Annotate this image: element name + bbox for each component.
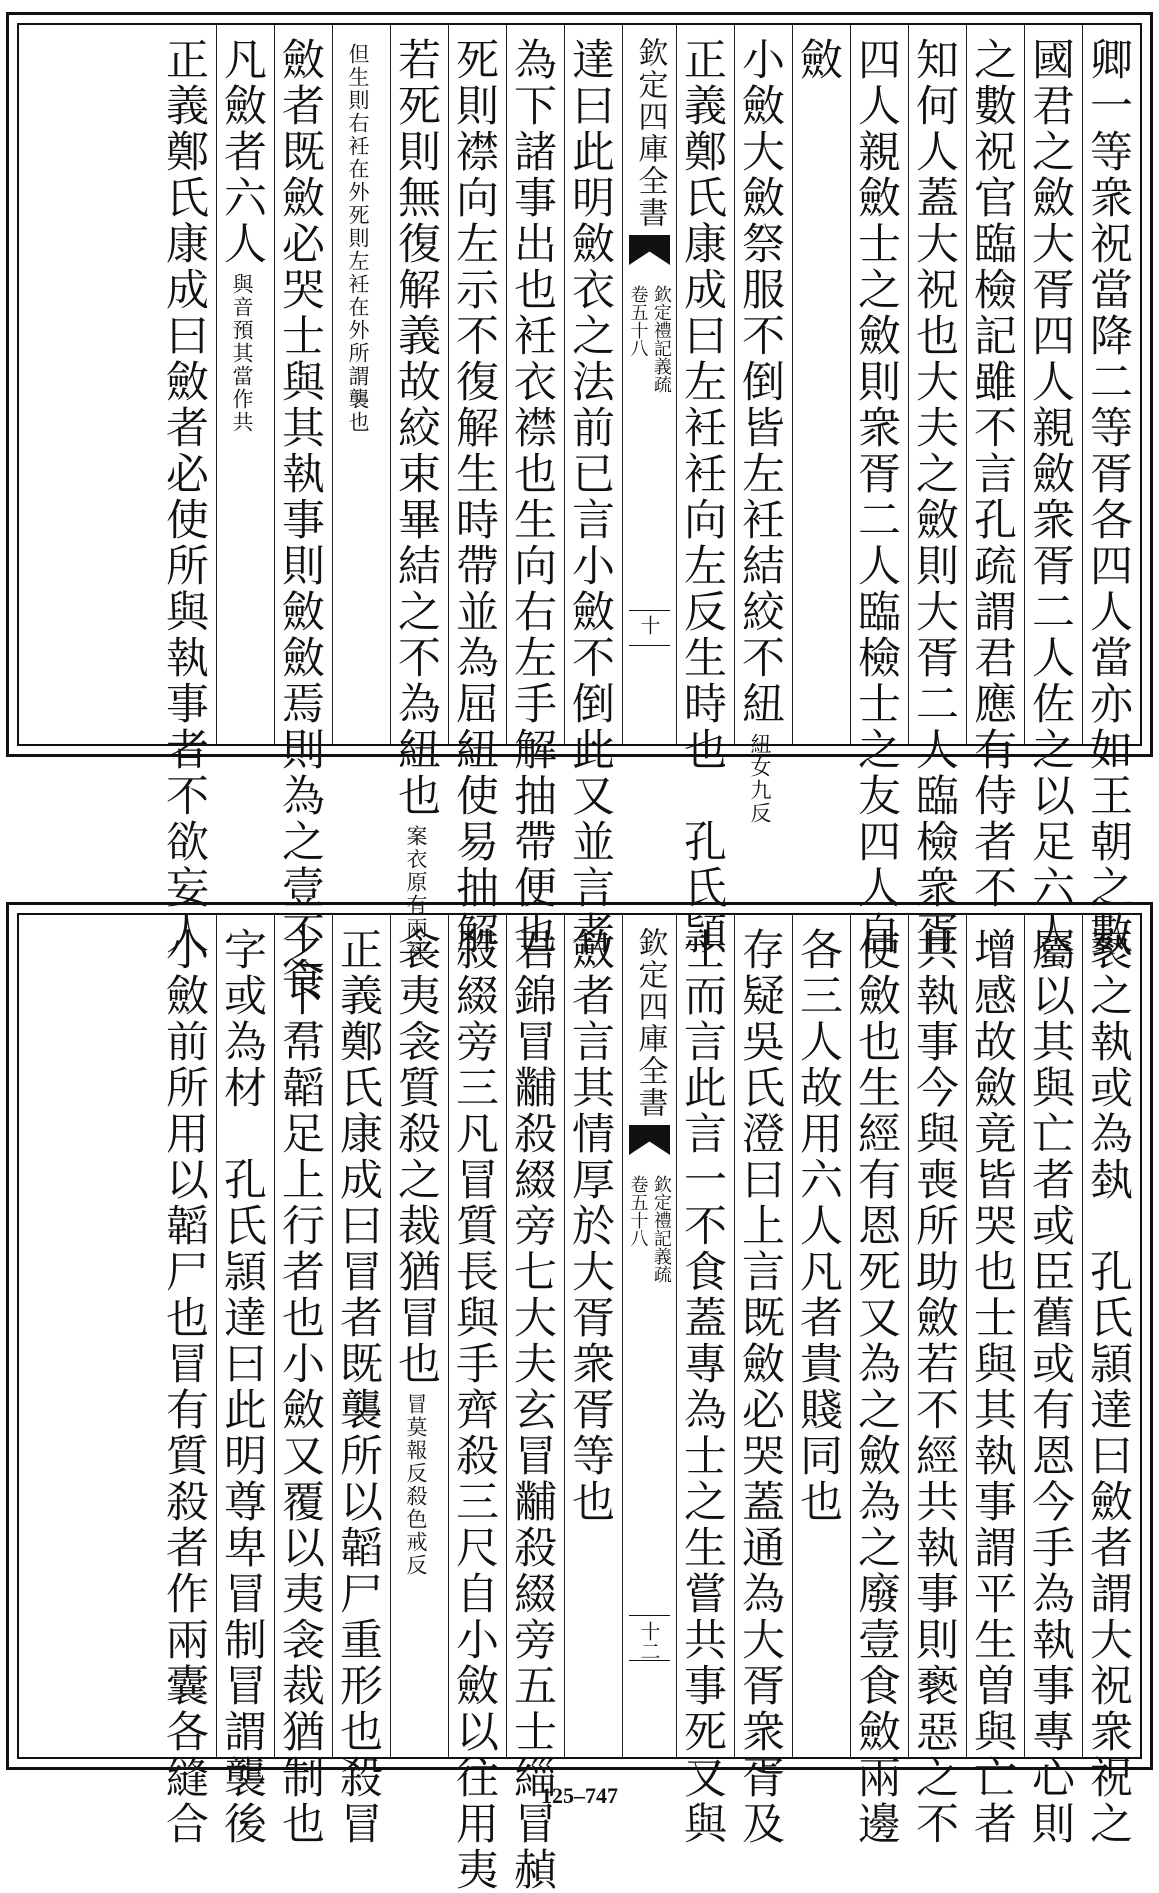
text-column <box>1082 25 1140 957</box>
book-title: 欽定四庫全書 <box>632 927 668 1119</box>
page-divider <box>629 1615 670 1616</box>
text-column <box>506 25 564 957</box>
column-text: 知何人蓋大祝也大夫之斂則大胥二人臨檢衆胥 <box>909 37 959 957</box>
column-text: 殺綴旁三凡冒質長與手齊殺三尺自小斂以往用夷 <box>449 927 499 1893</box>
page-divider <box>629 610 670 611</box>
page-reference: 125–747 <box>541 1783 618 1808</box>
text-column <box>734 915 792 1847</box>
annotation-note: 紐女九反 <box>748 733 772 825</box>
text-column <box>564 915 622 1757</box>
text-column <box>1082 915 1140 1847</box>
text-column <box>564 25 622 957</box>
column-text: 正義鄭氏康成曰斂者必使所與執事者不欲妄人 <box>159 37 209 957</box>
top-page-panel <box>6 12 1153 1003</box>
annotation-note: 與音預其當作共 <box>230 273 254 434</box>
main-text: 小斂大斂祭服不倒皆左衽結絞不紐 <box>735 37 785 727</box>
column-text: 斂者既斂必哭士與其執事則斂斂焉則為之壹不食 <box>275 37 325 1003</box>
text-column <box>792 915 850 1757</box>
column-text: 共執事今與喪所助斂若不經共執事則褻惡之不 <box>909 927 959 1847</box>
annotation-note: 冒莫報反殺色戒反 <box>404 1393 428 1577</box>
column-text <box>391 37 441 963</box>
column-text: 之下帬韜足上行者也小斂又覆以夷衾裁猶制也 <box>275 927 325 1847</box>
column-text: 小斂前所用以韜尸也冒有質殺者作兩囊各縫合 <box>159 927 209 1847</box>
main-text: 衾夷衾質殺之裁猶冒也 <box>391 927 441 1387</box>
fishtail-mark <box>629 235 670 265</box>
column-text <box>735 37 785 825</box>
page-number: 十二 <box>637 1621 661 1661</box>
column-text: 存疑吳氏澄曰上言既斂必哭蓋通為大胥衆胥及 <box>735 927 785 1847</box>
text-column <box>850 25 908 957</box>
column-text: 正義鄭氏康成曰冒者既襲所以韜尸重形也殺冒 <box>333 927 383 1847</box>
column-text: 為下諸事出也衽衣襟也生向右左手解抽帶便也 <box>507 37 557 957</box>
top-page-frame <box>17 23 1142 1003</box>
chapter-name: 卷五十八 <box>627 1175 649 1247</box>
column-text <box>217 37 267 434</box>
column-text: 正義鄭氏康成曰左衽衽向左反生時也 孔氏頴 <box>677 37 727 957</box>
page-number: 十 <box>637 615 661 635</box>
column-text: 褻之執或為埶 孔氏頴達曰斂者謂大祝衆祝之 <box>1083 927 1133 1847</box>
column-text: 士而言此言一不食蓋專為士之生嘗共事死又與 <box>677 927 727 1847</box>
volume-name: 欽定禮記義疏 <box>650 1175 672 1283</box>
page-divider <box>629 645 670 646</box>
text-column <box>908 25 966 957</box>
text-column <box>850 915 908 1847</box>
text-column <box>274 915 332 1847</box>
column-text: 各三人故用六人凡者貴賤同也 <box>793 927 843 1525</box>
column-text: 斂者言其情厚於大胥衆胥等也 <box>565 927 615 1525</box>
main-text: 若死則無復解義故絞束畢結之不為紐也 <box>391 37 441 819</box>
fishtail-mark <box>629 1125 670 1155</box>
text-column <box>676 25 734 957</box>
text-column <box>1024 25 1082 957</box>
column-text <box>391 927 441 1577</box>
center-column <box>622 915 676 1757</box>
text-column <box>448 25 506 957</box>
column-text: 死則襟向左示不復解生時帶並為屈紐使易抽解 <box>449 37 499 957</box>
annotation-note: 案衣原有兩衽 <box>404 825 428 963</box>
text-column <box>734 25 792 825</box>
text-column <box>158 915 216 1847</box>
volume-name: 欽定禮記義疏 <box>650 285 672 393</box>
text-column <box>448 915 506 1893</box>
text-column <box>1024 915 1082 1847</box>
top-page-columns <box>19 25 1140 1003</box>
column-text: 斂 <box>793 37 843 83</box>
column-text: 之數祝官臨檢記雖不言孔疏謂君應有侍者不 <box>967 37 1017 911</box>
column-text <box>336 37 379 434</box>
text-column <box>506 915 564 1893</box>
column-text: 達曰此明斂衣之法前已言小斂不倒此又並言者 <box>565 37 615 957</box>
annotation-note: 但生則右衽在外死則左衽在外所謂襲也 <box>346 43 370 434</box>
text-column <box>274 25 332 1003</box>
text-column <box>676 915 734 1847</box>
volume-title <box>626 1175 673 1283</box>
column-text: 字或為材 孔氏頴達曰此明尊卑冒制冒謂襲後 <box>217 927 267 1847</box>
text-column <box>390 915 448 1757</box>
text-column <box>966 915 1024 1847</box>
text-column <box>216 915 274 1847</box>
volume-title <box>626 285 673 393</box>
text-column <box>332 25 390 744</box>
center-column <box>622 25 676 744</box>
column-text: 四人親斂士之斂則衆胥二人臨檢士之友四人自 <box>851 37 901 957</box>
text-column <box>966 25 1024 911</box>
text-column <box>216 25 274 744</box>
column-text: 國君之斂大胥四人親斂衆胥二人佐之以足六人 <box>1025 37 1075 957</box>
column-text: 使斂也生經有恩死又為之斂為之廢壹食斂兩邊 <box>851 927 901 1847</box>
main-text: 凡斂者六人 <box>217 37 267 267</box>
text-column <box>792 25 850 744</box>
column-text: 增感故斂竟皆哭也士與其執事謂平生曽與亡者 <box>967 927 1017 1847</box>
column-text: 君錦冒黼殺綴旁七大夫玄冒黼殺綴旁五士緇冒赬 <box>507 927 557 1893</box>
text-column <box>908 915 966 1847</box>
text-column <box>158 25 216 957</box>
text-column <box>390 25 448 963</box>
column-text: 屬以其與亡者或臣舊或有恩今手為執事專心則 <box>1025 927 1075 1847</box>
book-title: 欽定四庫全書 <box>632 37 668 229</box>
text-column <box>332 915 390 1847</box>
chapter-name: 卷五十八 <box>627 285 649 357</box>
column-text: 卿一等衆祝當降二等胥各四人當亦如王朝之數 <box>1083 37 1133 957</box>
